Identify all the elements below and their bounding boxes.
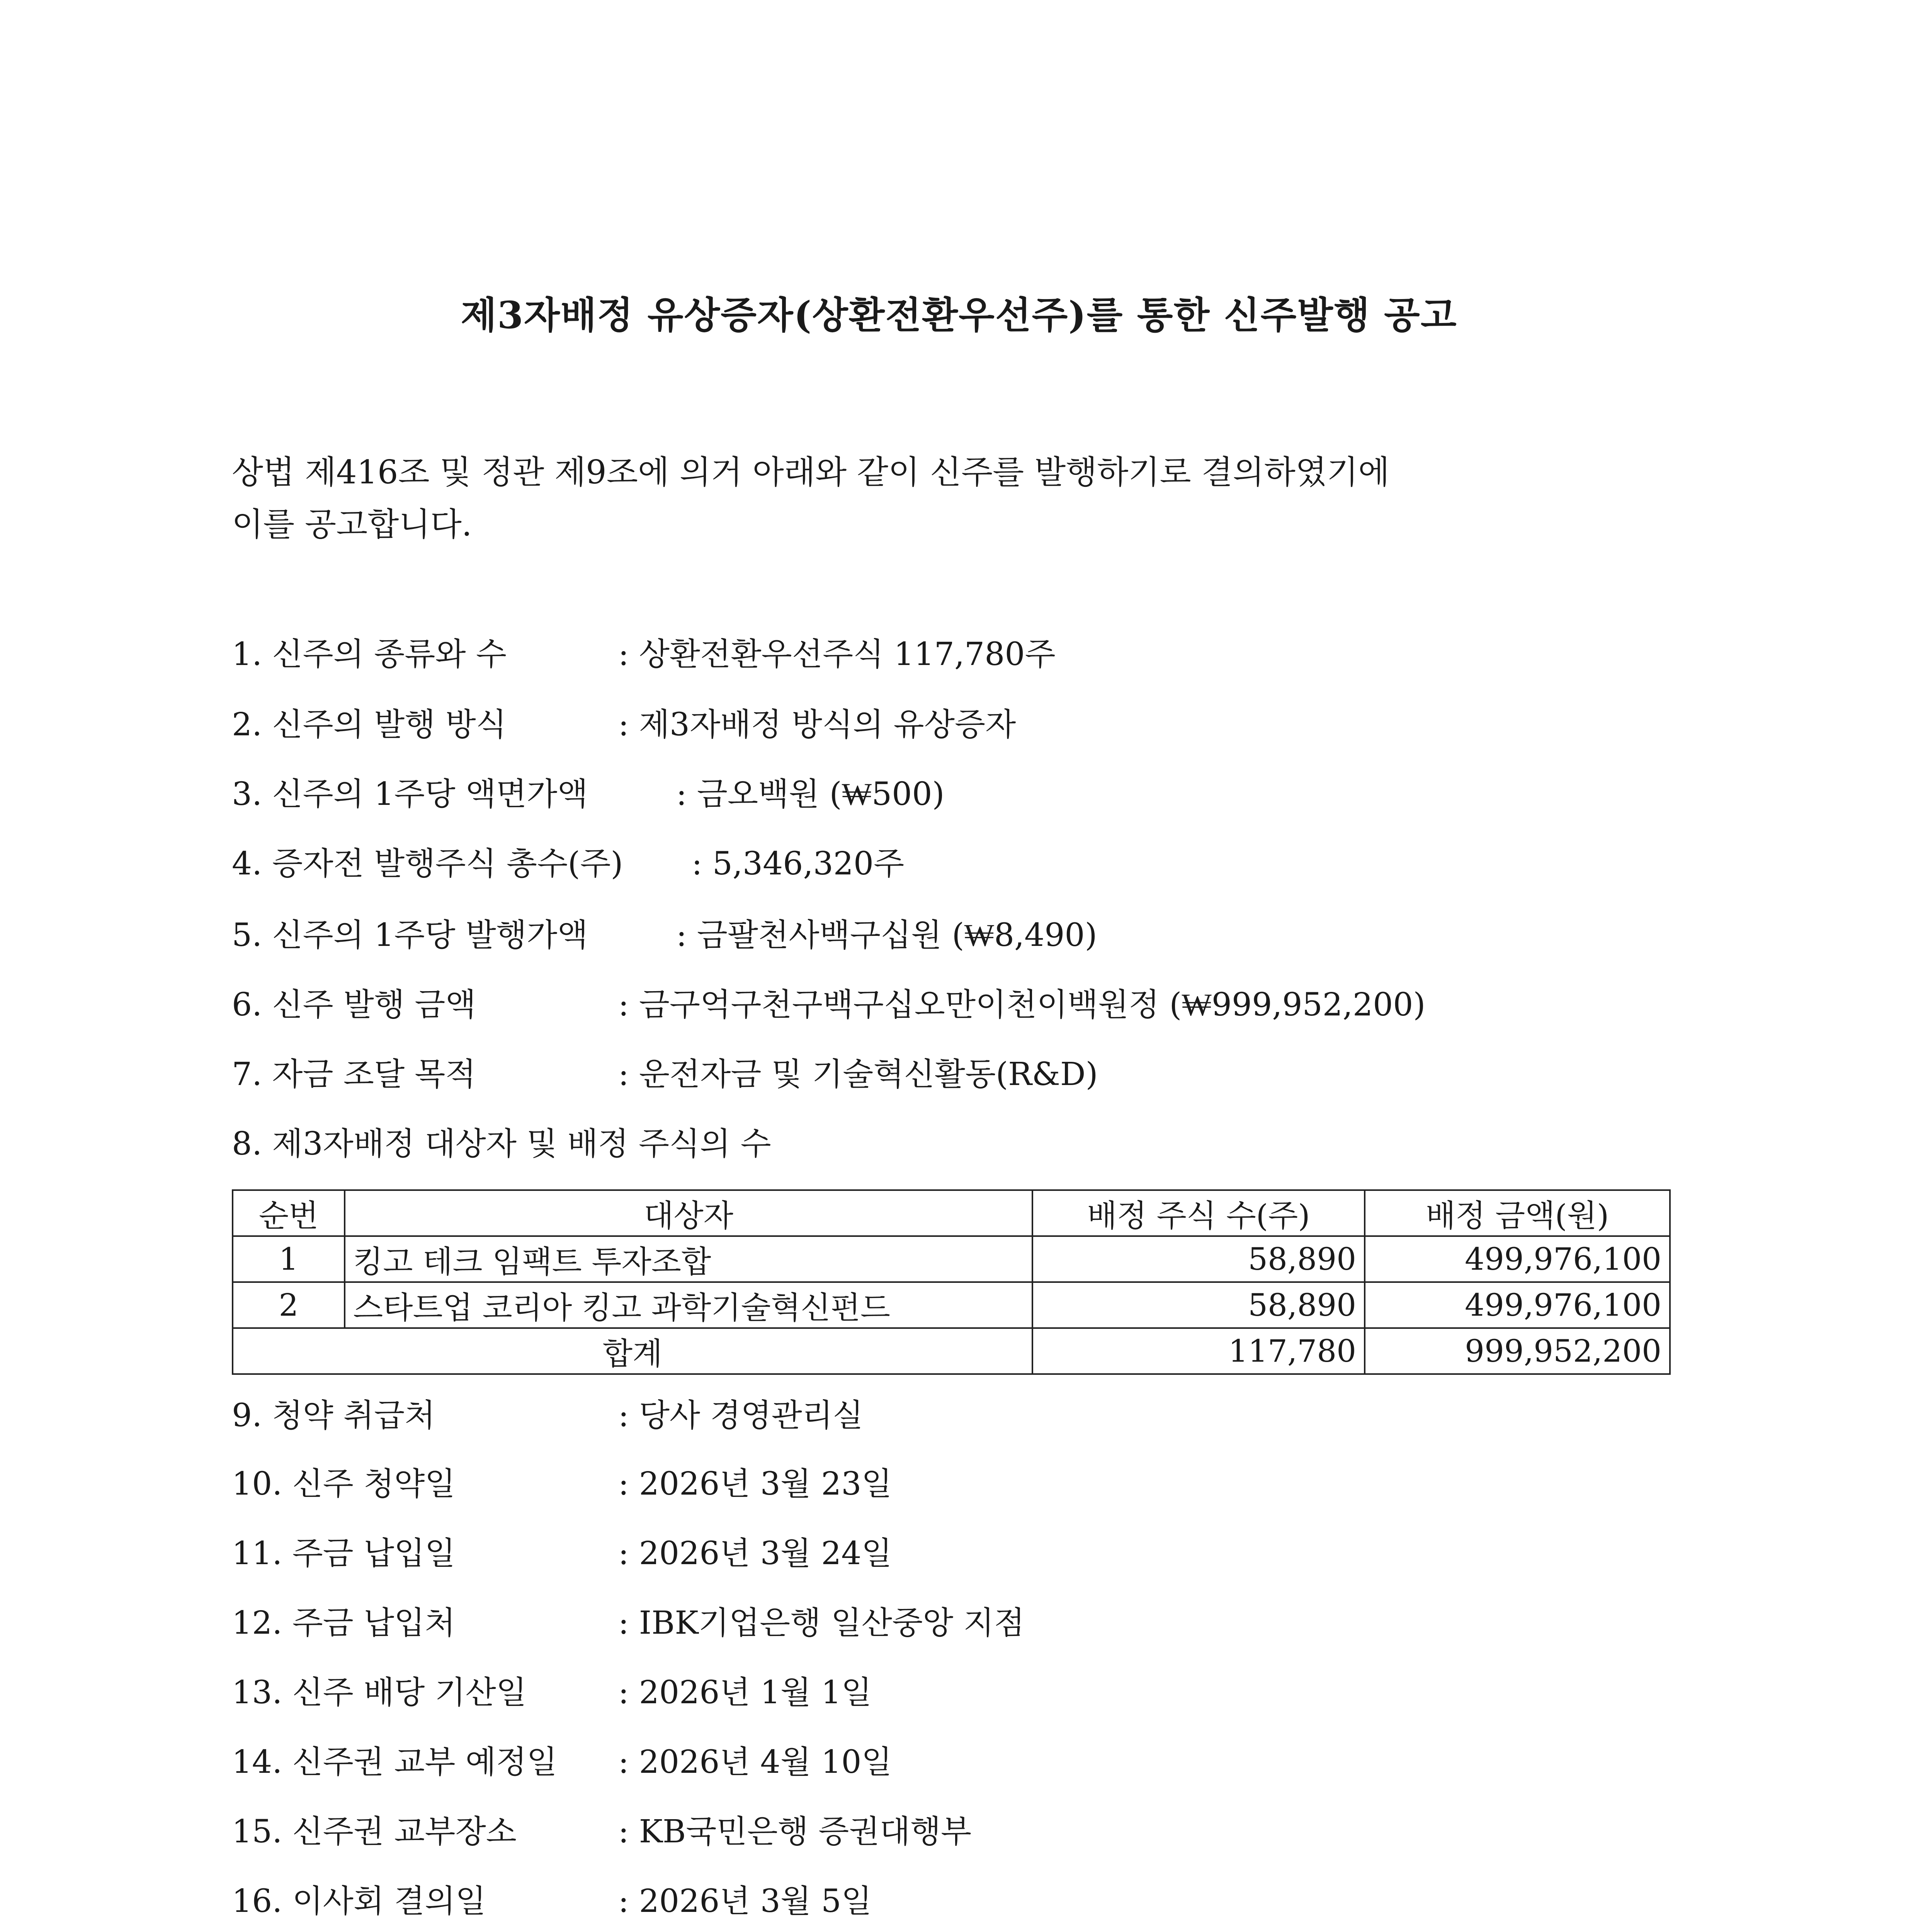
item-label: 16. 이사회 결의일 <box>232 1883 486 1920</box>
item-label: 11. 주금 납입일 <box>232 1535 456 1572</box>
item-12 <box>232 1598 1739 1644</box>
item-1 <box>232 629 1739 675</box>
item-label: 1. 신주의 종류와 수 <box>232 636 507 673</box>
total-amount-cell: 999,952,200 <box>1365 1328 1670 1374</box>
item-label: 3. 신주의 1주당 액면가액 <box>232 776 588 813</box>
item-value: : 금오백원 (₩500) <box>676 776 945 813</box>
item-label: 13. 신주 배당 기산일 <box>232 1674 527 1711</box>
intro-line-2: 이를 공고합니다. <box>232 505 472 543</box>
item-13 <box>232 1667 1739 1714</box>
item-value: : 2026년 3월 24일 <box>618 1535 892 1572</box>
item-label: 7. 자금 조달 목적 <box>232 1056 476 1093</box>
header-cell: 대상자 <box>345 1190 1032 1236</box>
item-7 <box>232 1049 1739 1095</box>
item-value: : 2026년 1월 1일 <box>618 1674 872 1711</box>
table-cell: 스타트업 코리아 킹고 과학기술혁신펀드 <box>345 1282 1032 1328</box>
table-cell: 킹고 테크 임팩트 투자조합 <box>345 1236 1032 1282</box>
item-value: : 2026년 3월 5일 <box>618 1883 872 1920</box>
item-5 <box>232 910 1739 956</box>
item-8 <box>232 1119 1739 1165</box>
table-cell: 1 <box>233 1236 345 1282</box>
item-6 <box>232 980 1739 1026</box>
item-label: 9. 청약 취급처 <box>232 1397 435 1434</box>
header-cell: 순번 <box>233 1190 345 1236</box>
item-value: : 상환전환우선주식 117,780주 <box>618 636 1056 673</box>
item-value: : IBK기업은행 일산중앙 지점 <box>618 1605 1025 1641</box>
item-label: 10. 신주 청약일 <box>232 1466 456 1502</box>
table-cell: 58,890 <box>1032 1282 1365 1328</box>
item-value: : KB국민은행 증권대행부 <box>618 1813 972 1850</box>
intro-line-1: 상법 제416조 및 정관 제9조에 의거 아래와 같이 신주를 발행하기로 결의하였기에 <box>232 453 1390 491</box>
allocation-table <box>232 1189 1671 1375</box>
item-14 <box>232 1737 1739 1783</box>
item-label: 14. 신주권 교부 예정일 <box>232 1744 558 1781</box>
item-9 <box>232 1390 1739 1437</box>
item-label: 15. 신주권 교부장소 <box>232 1813 517 1850</box>
item-value: : 2026년 4월 10일 <box>618 1744 892 1781</box>
item-value: : 5,346,320주 <box>692 845 905 882</box>
item-value: : 운전자금 및 기술혁신활동(R&D) <box>618 1056 1098 1093</box>
item-label: 6. 신주 발행 금액 <box>232 986 476 1023</box>
header-cell: 배정 금액(원) <box>1365 1190 1670 1236</box>
table-row <box>233 1236 1670 1282</box>
item-15 <box>232 1806 1739 1853</box>
item-label: 4. 증자전 발행주식 총수(주) <box>232 845 623 882</box>
item-value: : 2026년 3월 23일 <box>618 1466 892 1502</box>
item-label: 5. 신주의 1주당 발행가액 <box>232 917 588 954</box>
item-value: : 금구억구천구백구십오만이천이백원정 (₩999,952,200) <box>618 986 1426 1023</box>
table-total-row <box>233 1328 1670 1374</box>
table-header-row <box>233 1190 1670 1236</box>
item-2 <box>232 699 1739 746</box>
item-value: : 당사 경영관리실 <box>618 1397 864 1434</box>
total-shares-cell: 117,780 <box>1032 1328 1365 1374</box>
table-cell: 499,976,100 <box>1365 1282 1670 1328</box>
item-value: : 금팔천사백구십원 (₩8,490) <box>676 917 1097 954</box>
document-title: 제3자배정 유상증자(상환전환우선주)를 통한 신주발행 공고 <box>461 293 1457 337</box>
total-label-cell: 합계 <box>233 1328 1032 1374</box>
table-row <box>233 1282 1670 1328</box>
item-11 <box>232 1528 1739 1575</box>
table-cell: 58,890 <box>1032 1236 1365 1282</box>
item-16 <box>232 1876 1739 1922</box>
item-4 <box>232 838 1739 885</box>
item-3 <box>232 769 1739 815</box>
item-label: 12. 주금 납입처 <box>232 1605 456 1641</box>
item-10 <box>232 1459 1739 1505</box>
table-cell: 2 <box>233 1282 345 1328</box>
item-label: 8. 제3자배정 대상자 및 배정 주식의 수 <box>232 1126 771 1162</box>
item-value: : 제3자배정 방식의 유상증자 <box>618 706 1016 743</box>
table-cell: 499,976,100 <box>1365 1236 1670 1282</box>
item-label: 2. 신주의 발행 방식 <box>232 706 507 743</box>
header-cell: 배정 주식 수(주) <box>1032 1190 1365 1236</box>
